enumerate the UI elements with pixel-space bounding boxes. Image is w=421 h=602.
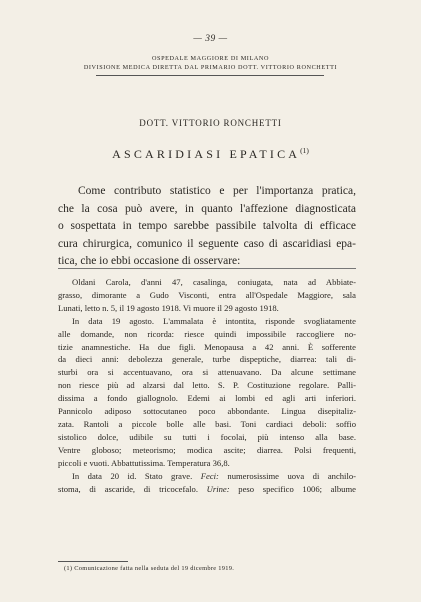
case-line-segment: peso specifico 1006; albume <box>238 483 356 494</box>
case-line-segment: numerosissime uova di anchilo- <box>227 470 356 481</box>
case-line: tizie anamnestiche. Ha due figli. Menopausa a 42 anni. È sofferente <box>58 341 356 352</box>
intro-line: che la cosa può avere, in quanto l'affezione diagnosticata <box>58 202 356 215</box>
case-report <box>58 276 356 495</box>
footnote-rule <box>58 561 128 562</box>
section-divider <box>58 268 356 269</box>
case-line-urine <box>58 483 356 496</box>
title-footnote-marker: (1) <box>300 146 309 155</box>
case-line-feci <box>58 470 356 483</box>
case-line: Oldani Carola, d'anni 47, casalinga, coniugata, nata ad Abbiate- <box>72 277 356 287</box>
case-line: dissima a fondo giallognolo. Edemi ai lombi ed agli arti inferiori. <box>58 393 356 404</box>
article-author: DOTT. VITTORIO RONCHETTI <box>139 118 282 128</box>
case-line: zata. Rantoli a piccole bolle alle basi. Toni cardiaci deboli: soffio <box>58 418 356 429</box>
case-line-segment: stoma, di ascaride, di tricocefalo. <box>58 483 198 494</box>
intro-line: Come contributo statistico e per l'importanza pratica, <box>78 185 356 197</box>
case-line: Lunati, letto n. 5, il 19 agosto 1918. Vi muore il 29 agosto 1918. <box>58 302 279 313</box>
case-line: grasso, dimorante a Gudo Visconti, entra all'Ospedale Maggiore, sala <box>58 289 356 300</box>
case-line: In data 19 agosto. L'ammalata è intontita, risponde svogliatamente <box>72 315 356 326</box>
case-line-segment: In data 20 id. Stato grave. <box>72 470 193 481</box>
page-number: — 39 — <box>193 34 228 44</box>
intro-line: tica, che io ebbi occasione di osservare: <box>58 255 241 268</box>
institution-line-2: DIVISIONE MEDICA DIRETTA DAL PRIMARIO DOTT. VITTORIO RONCHETTI <box>83 63 338 71</box>
feci-label: Feci: <box>200 470 219 481</box>
case-line: sturbi ora si accentuavano, ora si attenuavano. Da alcune settimane <box>58 367 356 378</box>
article-title <box>0 146 421 162</box>
case-line: sistolico dolce, udibile su tutti i focolai, più intenso alla base. <box>58 431 356 442</box>
footnote: (1) Comunicazione fatta nella seduta del 19 dicembre 1919. <box>64 565 235 572</box>
urine-label: Urine: <box>206 483 230 494</box>
case-line: Ventre globoso; meteorismo; modica ascite; diarrea. Polsi frequenti, <box>58 444 356 455</box>
case-line: non riesce più ad alzarsi dal letto. S. P. Costituzione regolare. Palli- <box>58 380 356 391</box>
intro-line: o sospettata in tempo sarebbe passibile talvolta di efficace <box>58 220 356 233</box>
header-rule <box>96 75 324 76</box>
case-line: Pannicolo adiposo sottocutaneo poco abbondante. Lingua disepitaliz- <box>58 406 356 417</box>
intro-line: cura chirurgica, comunico il seguente caso di ascaridiasi epa- <box>58 237 356 250</box>
institution-line-1: OSPEDALE MAGGIORE DI MILANO <box>151 55 270 62</box>
case-line: piccoli e vuoti. Abbattutissima. Temperatura 36,8. <box>58 457 230 468</box>
case-line: da dieci anni: debolezza generale, turbe dispeptiche, diarrea: tali di- <box>58 354 356 365</box>
intro-paragraph <box>58 183 356 271</box>
case-line: alle domande, non ricorda: riesce quindi impossibile raccogliere no- <box>58 328 356 339</box>
article-title-text: ASCARIDIASI EPATICA <box>112 147 301 161</box>
